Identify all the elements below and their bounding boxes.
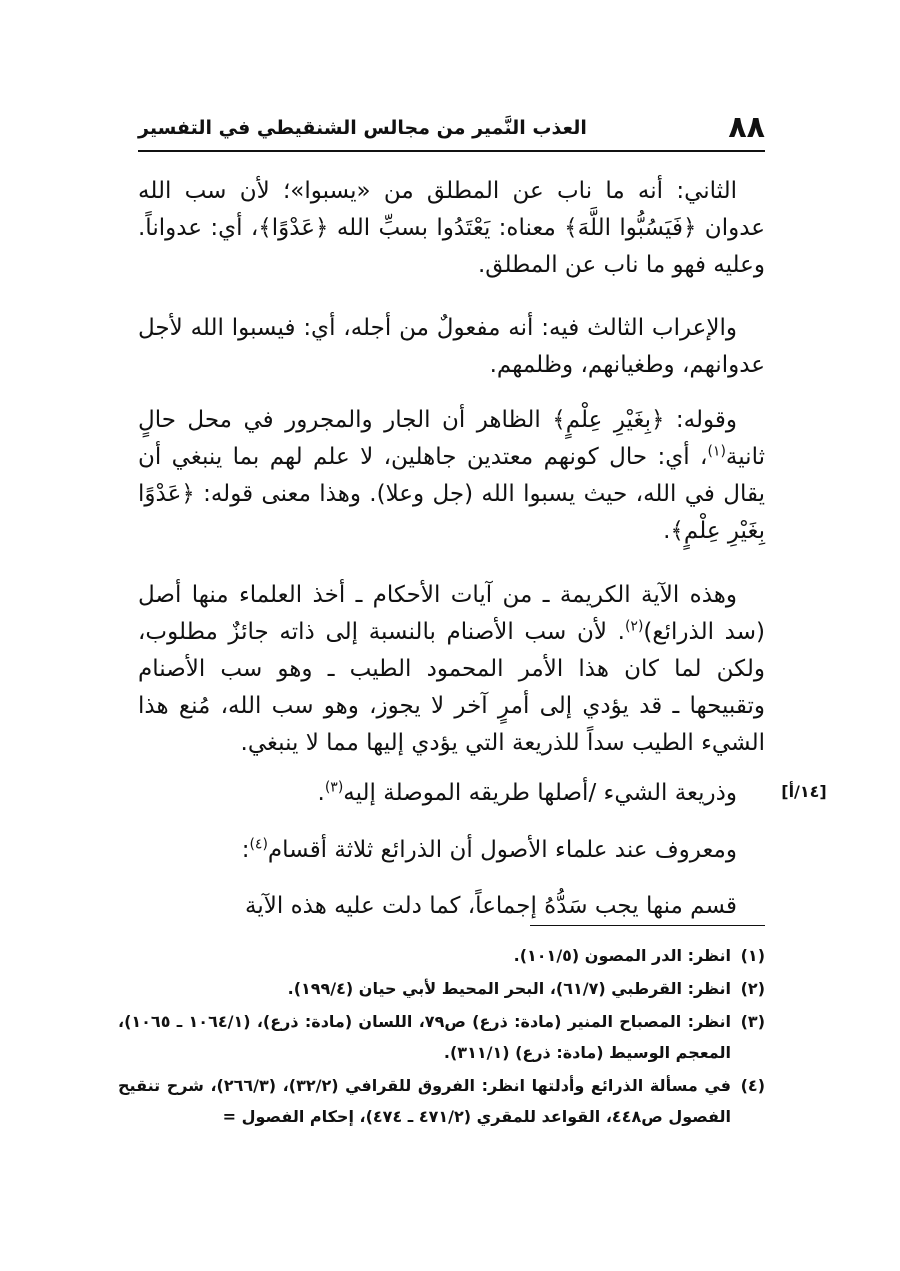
running-title: العذب النَّمير من مجالس الشنقيطي في التفسير [138,117,587,139]
footnote-text: انظر: القرطبي (٦١/٧)، البحر المحيط لأبي حيان (١٩٩/٤). [287,979,731,998]
footnote-number: (١) [740,946,765,965]
page-number: ٨٨ [728,110,765,145]
paragraph-first-kind [138,888,765,925]
header-rule [138,150,765,152]
footnote-text: في مسألة الذرائع وأدلتها انظر: الفروق للقرافي (٣٢/٢)، (٢٦٦/٣)، شرح تنقيح الفصول ص٤٤٨، القواعد للمقري (٤٧١/٢ ـ ٤٧٤)، إحكام الفصول = [118,1076,731,1126]
footnote-item [118,973,765,1004]
footnote-number: (٤) [740,1076,765,1095]
paragraph-text: الثاني: أنه ما ناب عن المطلق من «يسبوا»؛ لأن سب الله عدوان ﴿فَيَسُبُّوا اللَّهَ﴾ معناه: يَعْتَدُوا بسبِّ الله ﴿عَدْوًا﴾، أي: عدواناً. وعليه فهو ما ناب عن المطلق. [138,178,765,278]
paragraph-three-kinds [138,832,765,869]
footnote-number: (٢) [740,979,765,998]
page-header [138,108,765,148]
paragraph-text: وهذه الآية الكريمة ـ من آيات الأحكام ـ أخذ العلماء منها أصل (سد الذرائع) [138,582,765,645]
footnote-item [118,1006,765,1068]
footnote-item [118,940,765,971]
paragraph-text: ، أي: حال كونهم معتدين جاهلين، لا علم لهم بما ينبغي أن يقال في الله، حيث يسبوا الله (جل وعلا). وهذا معنى قوله: ﴿عَدْوًا بِغَيْرِ عِلْمٍ﴾. [138,444,765,544]
footnote-item [118,1070,765,1132]
manuscript-folio-marker: [١٤/أ] [781,782,827,801]
paragraph-text: . [317,780,325,806]
paragraph-second-parsing [138,173,765,284]
paragraph-text: وقوله: ﴿بِغَيْرِ عِلْمٍ﴾ الظاهر أن الجار والمجرور في محل حالٍ ثانية [138,407,765,470]
footnote-ref-2[interactable]: (٢) [624,618,644,635]
footnote-text: انظر: الدر المصون (١٠١/٥). [513,946,731,965]
paragraph-text: والإعراب الثالث فيه: أنه مفعولٌ من أجله، أي: فيسبوا الله لأجل عدوانهم، وطغيانهم، وظلمهم. [138,315,765,378]
paragraph-third-parsing [138,310,765,384]
footnote-number: (٣) [740,1012,765,1031]
paragraph-without-knowledge [138,402,765,550]
paragraph-definition [138,775,765,812]
footnote-separator [530,925,765,926]
footnote-ref-1[interactable]: (١) [707,443,726,460]
paragraph-text: وذريعة الشيء /أصلها طريقه الموصلة إليه [343,780,737,806]
footnotes [118,940,765,1134]
paragraph-text: . لأن سب الأصنام بالنسبة إلى ذاته جائزٌ مطلوب، ولكن لما كان هذا الأمر المحمود الطيب ـ وهو سب الأصنام وتقبيحها ـ قد يؤدي إلى أمرٍ آخر لا يجوز، وهو سب الله، مُنع هذا الشيء الطيب سداً للذريعة التي يؤدي إليها مما لا ينبغي. [138,619,765,756]
paragraph-blocking-means [138,577,765,762]
paragraph-text: قسم منها يجب سَدُّهُ إجماعاً، كما دلت عليه هذه الآية [245,893,737,919]
footnote-ref-3[interactable]: (٣) [324,779,344,796]
paragraph-text: : [241,837,250,863]
footnote-ref-4[interactable]: (٤) [249,836,268,853]
footnote-text: انظر: المصباح المنير (مادة: ذرع) ص٧٩، اللسان (مادة: ذرع)، (١٠٦٤/١ ـ ١٠٦٥)، المعجم الوسيط (مادة: ذرع) (٣١١/١). [118,1012,732,1062]
paragraph-text: ومعروف عند علماء الأصول أن الذرائع ثلاثة أقسام [267,837,737,863]
